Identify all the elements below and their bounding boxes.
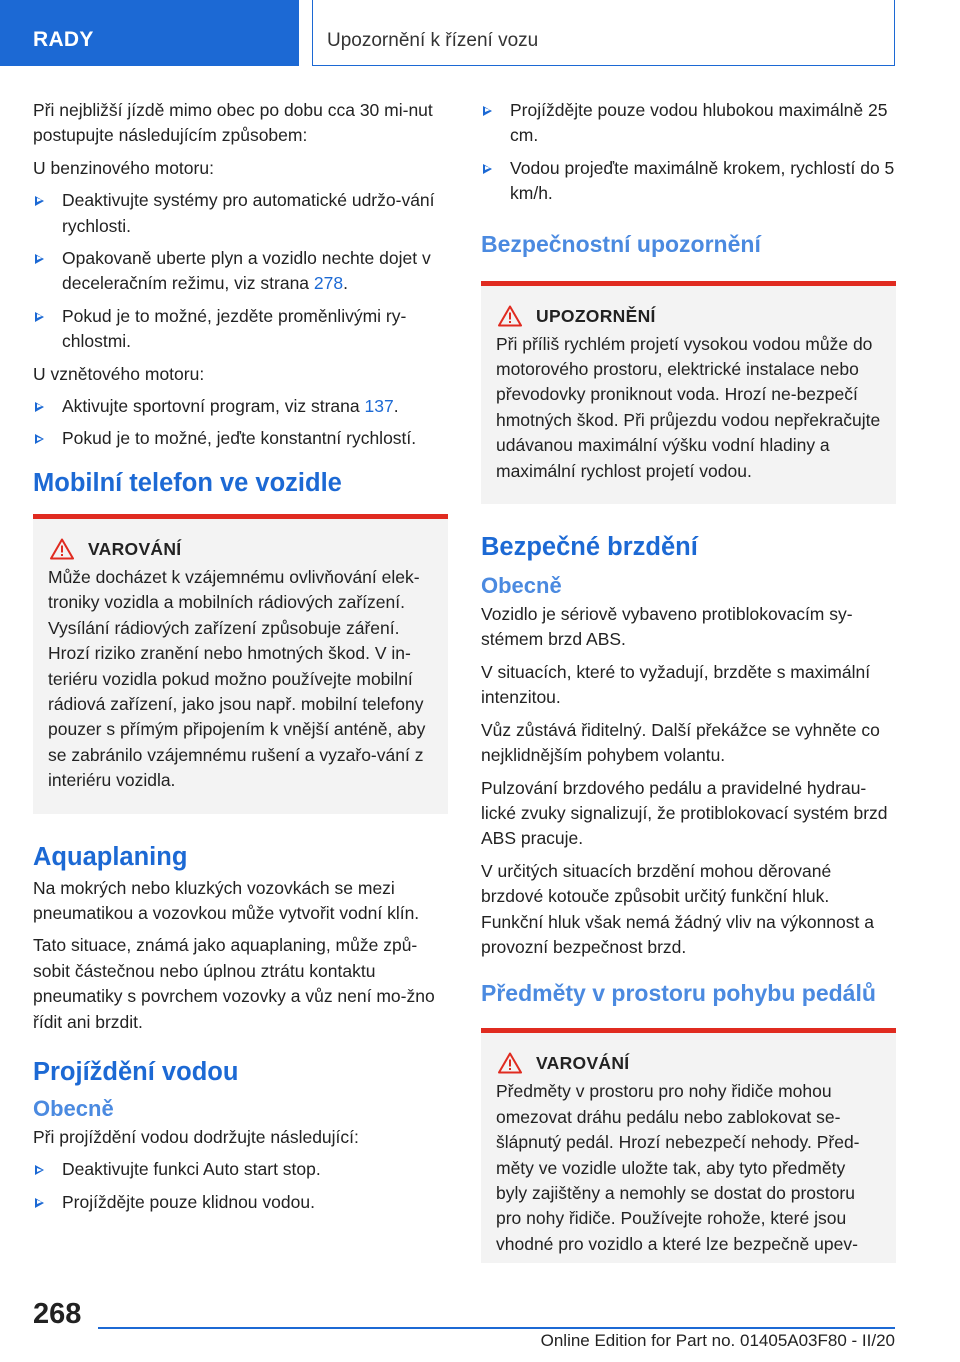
petrol-label: U benzinového motoru: [33,157,214,178]
triangle-bullet-icon [35,1198,44,1208]
braking-paragraph: V situacích, které to vyžadují, brzděte s maximální intenzitou. [481,661,871,708]
section-heading-water: Projíždění vodou [33,1057,239,1086]
warning-title: UPOZORNĚNÍ [536,305,656,326]
petrol-list [33,188,448,354]
footer-rule [98,1327,895,1329]
warning-triangle-icon [498,305,522,327]
water-intro: Při projíždění vodou dodržujte následující: [33,1126,359,1147]
section-heading-aquaplaning: Aquaplaning [33,842,188,871]
diesel-label: U vznětového motoru: [33,363,205,384]
triangle-bullet-icon [35,402,44,412]
aquaplaning-paragraph: Tato situace, známá jako aquaplaning, může způ-sobit částečnou nebo úplnou ztrátu kontaktu pneumatiky s povrchem vozovky a vůz není mo-žno řídit ani brzdit. [33,935,435,1032]
page-header [0,0,960,66]
warning-box-safety [481,281,896,504]
warning-box-phone [33,514,448,814]
triangle-bullet-icon [35,312,44,322]
subheading-general: Obecně [33,1095,114,1121]
section-label: RADY [0,0,299,66]
warning-box-pedals [481,1028,896,1263]
braking-paragraph: V určitých situacích brzdění mohou děrované brzdové kotouče způsobit určitý funkční hluk. Funkční hluk však nemá žádný vliv na výkonnost a provozní bezpečnost brzd. [481,860,874,957]
diesel-list [33,394,448,452]
list-item: Deaktivujte funkci Auto start stop. [33,1157,448,1182]
list-item: Projíždějte pouze klidnou vodou. [33,1190,448,1215]
section-heading-safety: Bezpečnostní upozornění [481,230,761,257]
warning-text: Předměty v prostoru pro nohy řidiče mohou omezovat dráhu pedálu nebo zablokovat se-šlápnutý pedál. Hrozí nebezpečí nehody. Před-měty ve vozidle uložte tak, aby tyto předměty byly zajištěny a nemohly se dostat do prostoru pro nohy řidiče. Používejte rohože, které jsou vhodné pro vozidlo a které lze bezpečně upev- [496,1081,860,1254]
list-item: Deaktivujte systémy pro automatické udržo-vání rychlosti. [33,188,448,239]
warning-triangle-icon [498,1052,522,1074]
subheading-general: Obecně [481,573,562,599]
list-item: Opakovaně uberte plyn a vozidlo nechte dojet v deceleračním režimu, viz strana 278. [33,246,448,297]
intro-paragraph: Při nejbližší jízdě mimo obec po dobu cca 30 mi-nut postupujte následujícím způsobem: [33,100,433,146]
list-item: Pokud je to možné, jeďte konstantní rychlostí. [33,426,448,451]
list-item: Aktivujte sportovní program, viz strana 137. [33,394,448,419]
water-list [33,1157,448,1215]
water-list-continued [481,98,896,207]
right-column [481,98,896,1291]
page-number: 268 [33,1298,82,1330]
braking-paragraph: Vozidlo je sériově vybaveno protiblokovacím sy-stémem brzd ABS. [481,604,853,650]
triangle-bullet-icon [35,196,44,206]
warning-title: VAROVÁNÍ [536,1053,630,1074]
triangle-bullet-icon [35,1165,44,1175]
section-heading-braking: Bezpečné brzdění [481,533,698,562]
warning-triangle-icon [50,538,74,560]
triangle-bullet-icon [483,164,492,174]
list-item: Pokud je to možné, jezděte proměnlivými ry-chlostmi. [33,304,448,355]
warning-title: VAROVÁNÍ [88,538,182,559]
list-item: Vodou projeďte maximálně krokem, rychlostí do 5 km/h. [481,156,896,207]
triangle-bullet-icon [35,254,44,264]
triangle-bullet-icon [35,434,44,444]
warning-text: Může docházet k vzájemnému ovlivňování elek-troniky vozidla a mobilních rádiových zařízení. Vysílání rádiových zařízení způsobuje záření. Hrozí riziko zranění nebo hmotných škod. V in-teriéru vozidla pokud možno používejte mobilní rádiová zařízení, jako jsou např. mobilní telefony pouzer s přímým připojením k vnější anténě, aby se zabránilo vzájemnému rušení a vyzařo-vání z interiéru vozidla. [48,566,426,791]
braking-paragraph: Pulzování brzdového pedálu a pravidelné hydrau-lické zvuky signalizují, že protiblokovací systém brzd ABS pracuje. [481,777,888,849]
section-heading-pedals: Předměty v prostoru pohybu pedálů [481,980,876,1007]
page-ref-link[interactable]: 137 [364,396,394,417]
section-heading-phone: Mobilní telefon ve vozidle [33,468,342,497]
list-item: Projíždějte pouze vodou hlubokou maximálně 25 cm. [481,98,896,149]
edition-note: Online Edition for Part no. 01405A03F80 - II/20 [540,1331,895,1350]
braking-paragraph: Vůz zůstává řiditelný. Další překážce se vyhněte co nejklidnějším pohybem volantu. [481,719,880,766]
left-column [33,98,448,1222]
chapter-title: Upozornění k řízení vozu [312,0,895,66]
triangle-bullet-icon [483,106,492,116]
aquaplaning-paragraph: Na mokrých nebo kluzkých vozovkách se mezi pneumatikou a vozovkou může vytvořit vodní klín. [33,877,420,923]
warning-text: Při příliš rychlém projetí vysokou vodou může do motorového prostoru, elektrické instalace nebo převodovky proniknout voda. Hrozí ne-bezpečí hmotných škod. Při průjezdu vodou nepřekračujte udávanou maximální výšku vodní hladiny a maximální rychlost projetí vodou. [496,333,881,481]
page-ref-link[interactable]: 278 [313,273,344,294]
